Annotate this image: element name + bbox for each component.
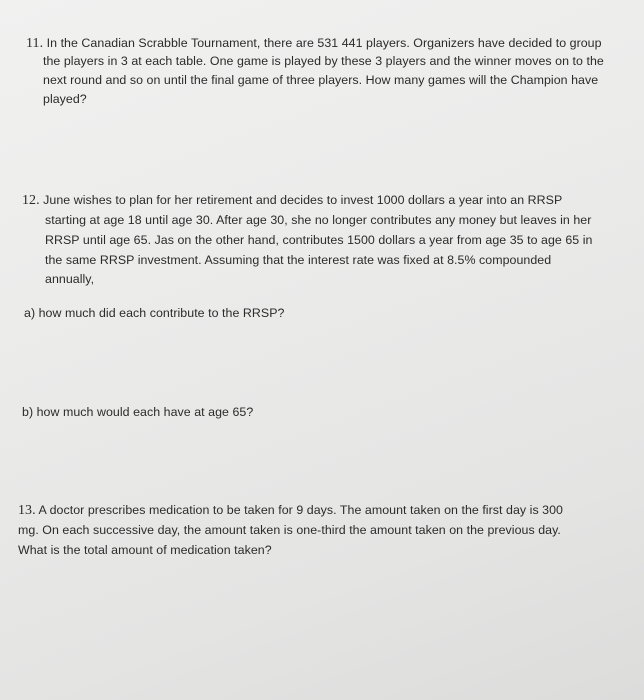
question-12-part-b: b) how much would each have at age 65?	[22, 405, 254, 419]
question-11-line-4: played?	[43, 92, 87, 106]
question-13-line-1	[18, 501, 563, 520]
question-13-line-2: mg. On each successive day, the amount taken is one-third the amount taken on the previous day.	[18, 523, 561, 537]
question-11-line-3: next round and so on until the final game of three players. How many games will the Champion have	[43, 73, 599, 87]
question-13-line-3: What is the total amount of medication taken?	[18, 543, 272, 557]
question-11-line-2: the players in 3 at each table. One game is played by these 3 players and the winner moves on to the	[43, 54, 604, 68]
question-11-number: 11.	[26, 36, 44, 51]
question-12-text: June wishes to plan for her retirement and decides to invest 1000 dollars a year into an RRSP	[43, 193, 563, 207]
question-12-part-a: a) how much did each contribute to the RRSP?	[24, 306, 285, 320]
question-13-text: A doctor prescribes medication to be taken for 9 days. The amount taken on the first day is 300	[38, 503, 564, 517]
question-12-line-2: starting at age 18 until age 30. After age 30, she no longer contributes any money but leaves in her	[45, 213, 592, 227]
question-12-line-1	[22, 191, 562, 210]
question-13-number: 13.	[18, 503, 36, 518]
question-12-number: 12.	[22, 193, 40, 208]
question-11-text: In the Canadian Scrabble Tournament, there are 531 441 players. Organizers have decided to group	[46, 36, 602, 50]
question-12-line-4: the same RRSP investment. Assuming that the interest rate was fixed at 8.5% compounded	[45, 253, 552, 267]
question-11-line-1	[26, 34, 602, 53]
question-12-line-5: annually,	[45, 272, 95, 286]
question-12-line-3: RRSP until age 65. Jas on the other hand, contributes 1500 dollars a year from age 35 to age 65 in	[45, 233, 593, 247]
